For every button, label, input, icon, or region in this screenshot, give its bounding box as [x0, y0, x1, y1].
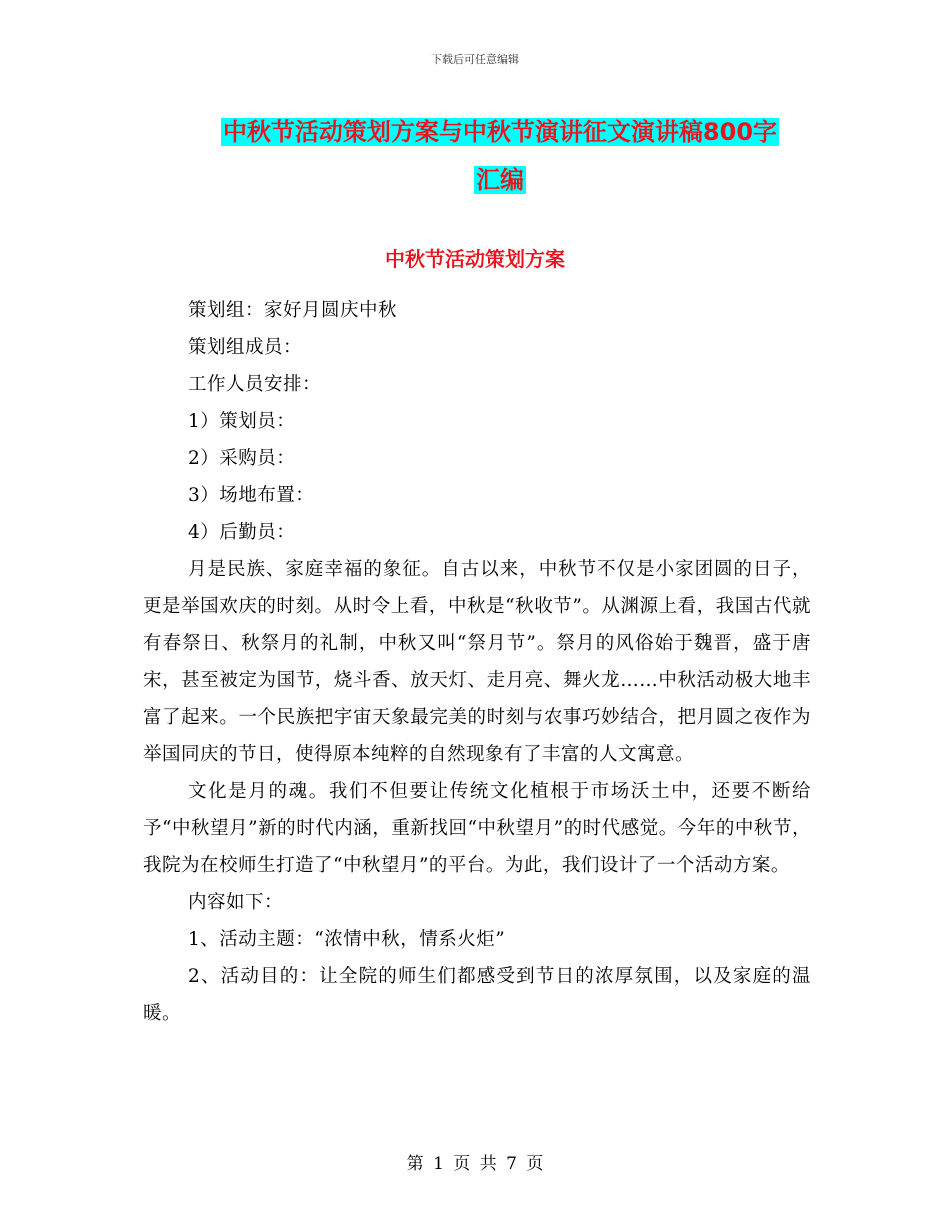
document-title — [150, 108, 850, 204]
activity-purpose-item: 2、活动目的：让全院的师生们都感受到节日的浓厚氛围，以及家庭的温暖。 — [143, 966, 811, 1024]
document-body — [143, 292, 811, 1032]
staff-item-logistics: 4）后勤员： — [188, 522, 296, 543]
paragraph-culture: 文化是月的魂。我们不但要让传统文化植根于市场沃土中，还要不断给予“中秋望月”新的时代内涵，重新找回“中秋望月”的时代感觉。今年的中秋节，我院为在校师生打造了“中秋望月”的平台。为此，我们设计了一个活动方案。 — [143, 781, 811, 876]
group-members-line: 策划组成员： — [188, 337, 303, 358]
staff-arrangement-line: 工作人员安排： — [188, 374, 322, 395]
paragraph-moon-symbol: 月是民族、家庭幸福的象征。自古以来，中秋节不仅是小家团圆的日子，更是举国欢庆的时刻。从时令上看，中秋是“秋收节”。从渊源上看，我国古代就有春祭日、秋祭月的礼制，中秋又叫“祭月节”。祭月的风俗始于魏晋，盛于唐宋，甚至被定为国节，烧斗香、放天灯、走月亮、舞火龙……中秋活动极大地丰富了起来。一个民族把宇宙天象最完美的时刻与农事巧妙结合，把月圆之夜作为举国同庆的节日，使得原本纯粹的自然现象有了丰富的人文寓意。 — [143, 559, 811, 765]
staff-item-venue: 3）场地布置： — [188, 485, 315, 506]
document-title-line-2: 汇编 — [476, 166, 524, 194]
planning-group-line: 策划组：家好月圆庆中秋 — [188, 300, 398, 321]
activity-theme-item: 1、活动主题：“浓情中秋，情系火炬” — [188, 929, 506, 950]
staff-item-purchaser: 2）采购员： — [188, 448, 296, 469]
section-title: 中秋节活动策划方案 — [385, 247, 565, 271]
page-number-footer: 第 1 页 共 7 页 — [406, 1154, 544, 1174]
staff-item-planner: 1）策划员： — [188, 411, 296, 432]
page-header-note: 下载后可任意编辑 — [431, 53, 519, 66]
document-title-line-1: 中秋节活动策划方案与中秋节演讲征文演讲稿800字 — [222, 118, 778, 146]
contents-intro: 内容如下： — [188, 892, 284, 913]
